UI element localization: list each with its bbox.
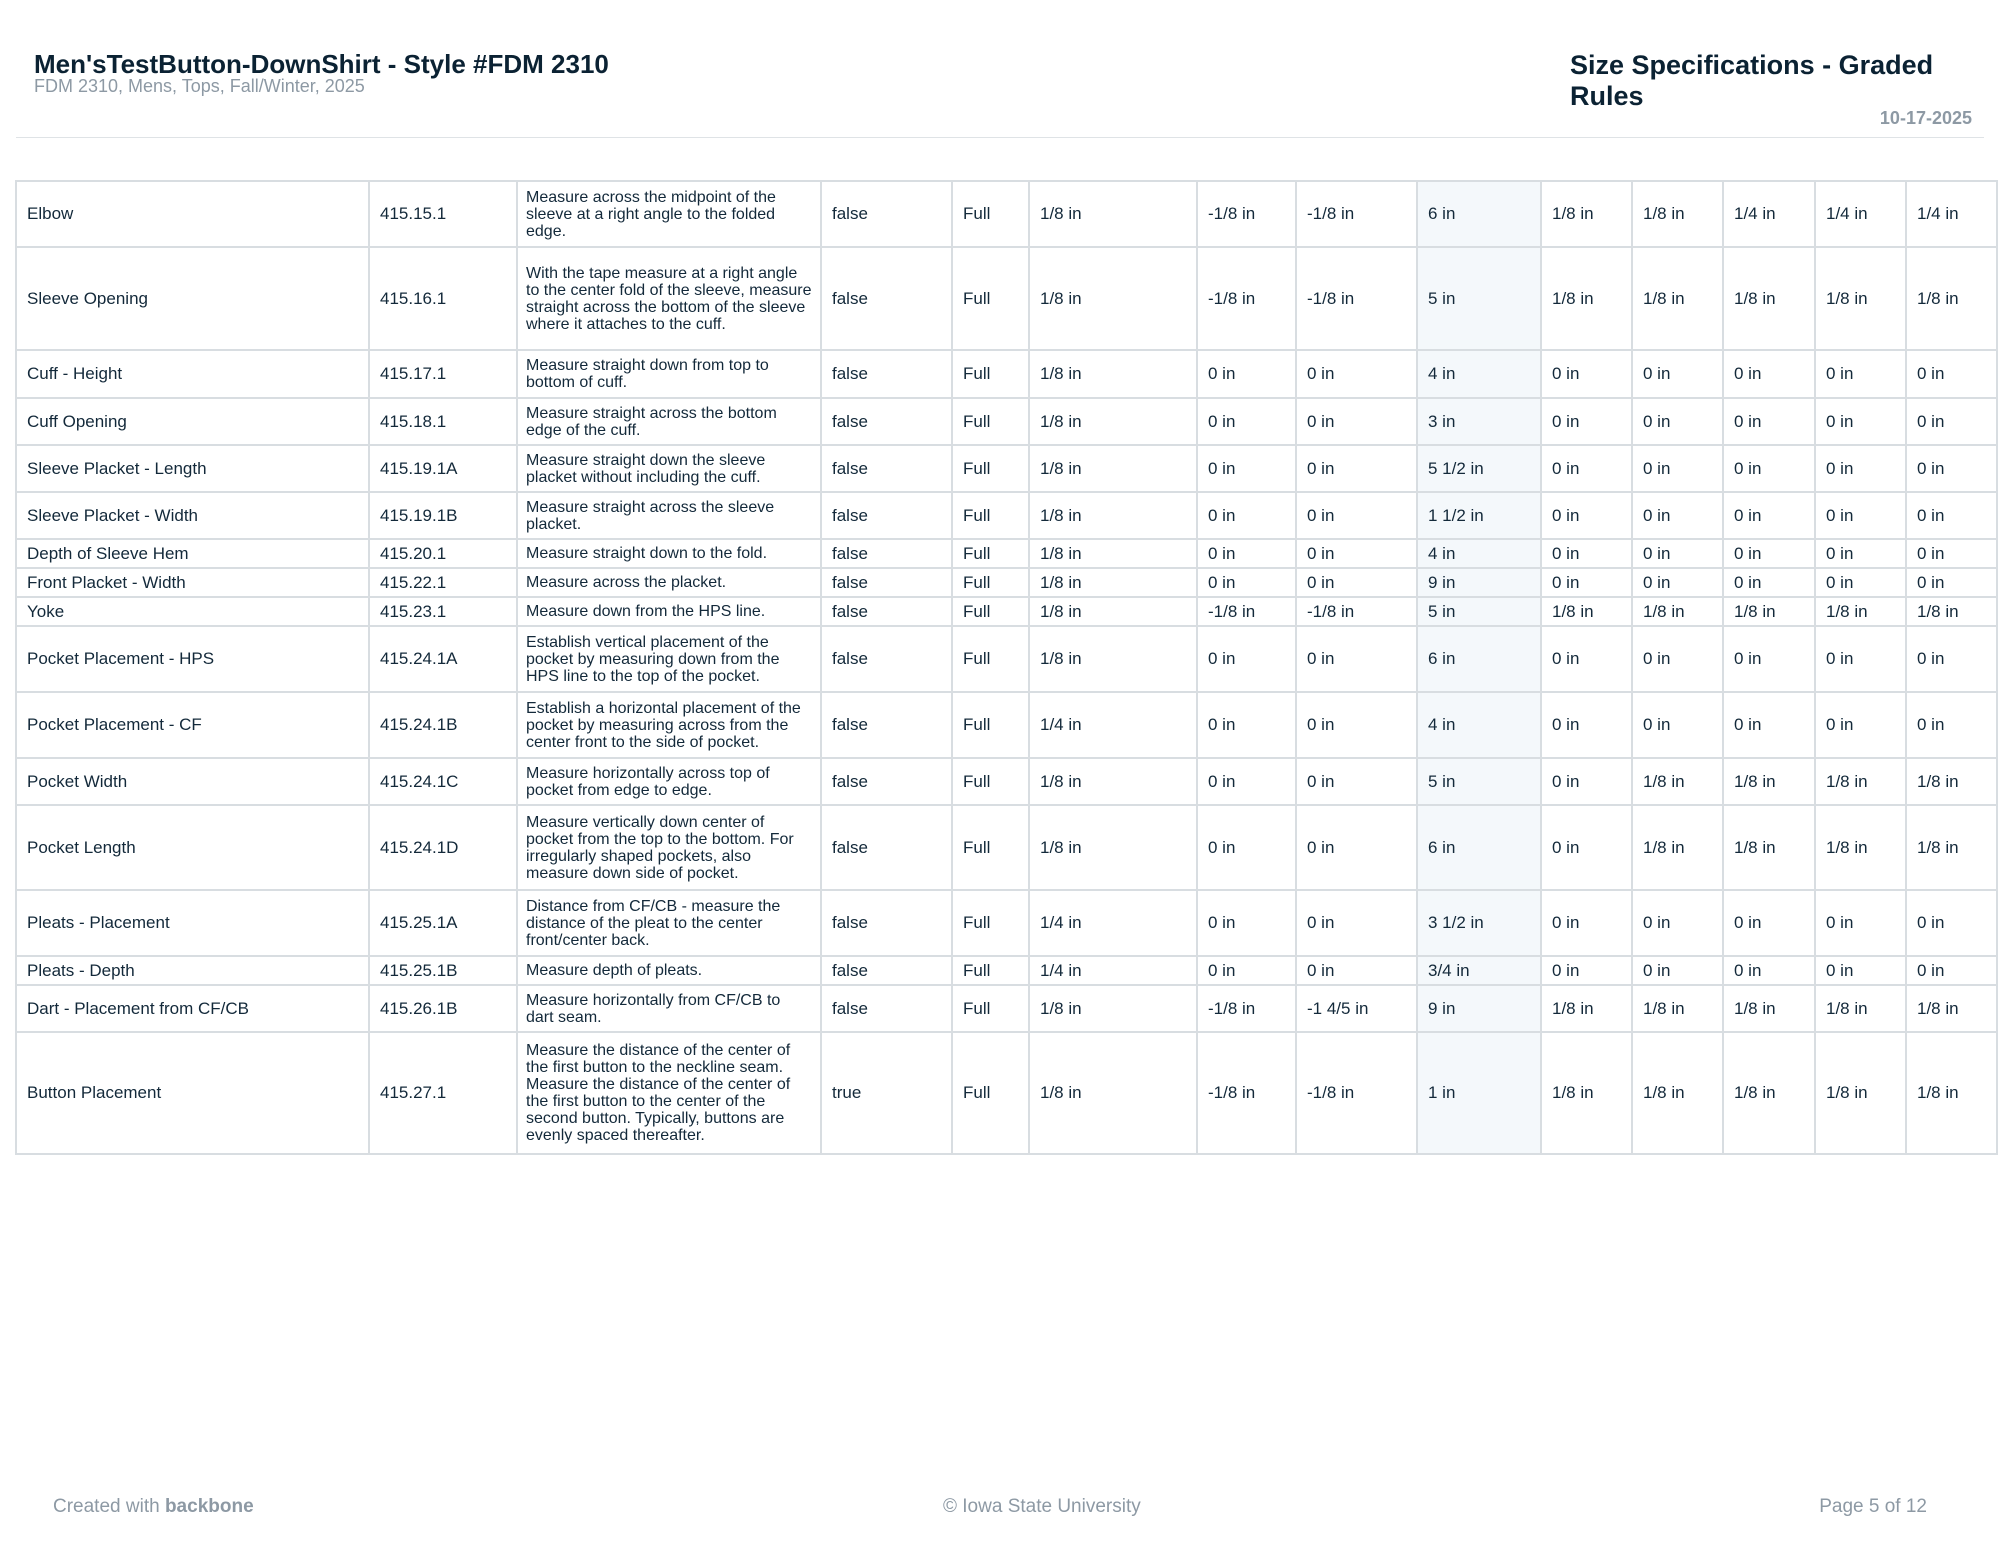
measurement-name: Depth of Sleeve Hem (16, 539, 369, 568)
grade-value: 0 in (1815, 692, 1906, 758)
grade-value: 0 in (1541, 805, 1632, 890)
grade-value: 0 in (1906, 692, 1997, 758)
base-size-value: 5 in (1417, 247, 1541, 350)
grade-value: 0 in (1815, 956, 1906, 985)
grade-value: 0 in (1296, 492, 1417, 539)
grade-value: 0 in (1632, 398, 1723, 445)
grade-value: 0 in (1197, 890, 1296, 956)
grade-value: 0 in (1815, 350, 1906, 398)
page-number: Page 5 of 12 (1819, 1496, 1927, 1517)
created-with (53, 1496, 254, 1518)
grade-value: 0 in (1296, 445, 1417, 492)
measurement-code: 415.27.1 (369, 1032, 517, 1154)
critical-flag: false (821, 568, 952, 597)
grade-value: 0 in (1296, 568, 1417, 597)
grade-value: -1 4/5 in (1296, 985, 1417, 1032)
grade-value: -1/8 in (1296, 181, 1417, 247)
tolerance: 1/8 in (1029, 568, 1197, 597)
measure-type: Full (952, 626, 1029, 692)
grade-value: 0 in (1815, 890, 1906, 956)
grade-value: 0 in (1541, 890, 1632, 956)
grade-value: 1/8 in (1723, 1032, 1815, 1154)
grade-value: 1/4 in (1723, 181, 1815, 247)
grade-value: 0 in (1723, 692, 1815, 758)
critical-flag: false (821, 181, 952, 247)
grade-value: 0 in (1541, 492, 1632, 539)
measurement-code: 415.25.1B (369, 956, 517, 985)
base-size-value: 3/4 in (1417, 956, 1541, 985)
grade-value: 1/8 in (1723, 985, 1815, 1032)
critical-flag: false (821, 626, 952, 692)
measure-type: Full (952, 350, 1029, 398)
grade-value: 0 in (1541, 692, 1632, 758)
brand-name: backbone (164, 1496, 254, 1517)
measure-type: Full (952, 492, 1029, 539)
grade-value: 0 in (1296, 805, 1417, 890)
critical-flag: false (821, 445, 952, 492)
measurement-name: Front Placket - Width (16, 568, 369, 597)
measurement-name: Elbow (16, 181, 369, 247)
graded-rules-table (15, 180, 1998, 1155)
grade-value: 0 in (1906, 539, 1997, 568)
grade-value: 0 in (1541, 956, 1632, 985)
measurement-description: Measure depth of pleats. (517, 956, 821, 985)
measurement-description: Measure straight down the sleeve placket without including the cuff. (517, 445, 821, 492)
grade-value: 1/4 in (1906, 181, 1997, 247)
measurement-name: Yoke (16, 597, 369, 626)
base-size-value: 6 in (1417, 181, 1541, 247)
page-footer (0, 1490, 2000, 1520)
grade-value: 1/8 in (1815, 247, 1906, 350)
grade-value: 0 in (1632, 568, 1723, 597)
grade-value: 0 in (1906, 398, 1997, 445)
grade-value: 0 in (1541, 445, 1632, 492)
tolerance: 1/4 in (1029, 890, 1197, 956)
measurement-code: 415.19.1A (369, 445, 517, 492)
grade-value: 1/8 in (1723, 758, 1815, 805)
measurement-code: 415.24.1D (369, 805, 517, 890)
measurement-code: 415.17.1 (369, 350, 517, 398)
measurement-name: Button Placement (16, 1032, 369, 1154)
grade-value: 0 in (1906, 890, 1997, 956)
table-row (16, 247, 1997, 350)
critical-flag: false (821, 805, 952, 890)
grade-value: 0 in (1632, 445, 1723, 492)
grade-value: 1/8 in (1906, 1032, 1997, 1154)
table-body (16, 181, 1997, 1154)
grade-value: 1/8 in (1723, 805, 1815, 890)
grade-value: 1/8 in (1632, 247, 1723, 350)
grade-value: 0 in (1541, 758, 1632, 805)
base-size-value: 9 in (1417, 568, 1541, 597)
grade-value: 0 in (1906, 350, 1997, 398)
table-row (16, 758, 1997, 805)
measurement-code: 415.19.1B (369, 492, 517, 539)
tolerance: 1/8 in (1029, 758, 1197, 805)
measure-type: Full (952, 758, 1029, 805)
base-size-value: 1 in (1417, 1032, 1541, 1154)
grade-value: 0 in (1197, 956, 1296, 985)
measurement-name: Pocket Placement - CF (16, 692, 369, 758)
tolerance: 1/8 in (1029, 539, 1197, 568)
grade-value: 1/8 in (1906, 985, 1997, 1032)
measure-type: Full (952, 985, 1029, 1032)
grade-value: 0 in (1197, 350, 1296, 398)
grade-value: 1/8 in (1632, 985, 1723, 1032)
base-size-value: 5 in (1417, 597, 1541, 626)
measurement-code: 415.24.1A (369, 626, 517, 692)
grade-value: 0 in (1541, 398, 1632, 445)
grade-value: 0 in (1723, 539, 1815, 568)
grade-value: -1/8 in (1197, 597, 1296, 626)
table-row (16, 985, 1997, 1032)
measurement-description: Establish a horizontal placement of the pocket by measuring across from the center front to the side of pocket. (517, 692, 821, 758)
measurement-code: 415.24.1C (369, 758, 517, 805)
measurement-code: 415.15.1 (369, 181, 517, 247)
tolerance: 1/8 in (1029, 398, 1197, 445)
grade-value: 0 in (1632, 956, 1723, 985)
grade-value: 0 in (1541, 539, 1632, 568)
measurement-description: Measure across the placket. (517, 568, 821, 597)
grade-value: 0 in (1815, 568, 1906, 597)
measurement-name: Dart - Placement from CF/CB (16, 985, 369, 1032)
grade-value: -1/8 in (1197, 1032, 1296, 1154)
tolerance: 1/8 in (1029, 492, 1197, 539)
measurement-name: Sleeve Opening (16, 247, 369, 350)
base-size-value: 9 in (1417, 985, 1541, 1032)
grade-value: 0 in (1197, 445, 1296, 492)
critical-flag: false (821, 758, 952, 805)
grade-value: 0 in (1296, 692, 1417, 758)
grade-value: 1/8 in (1906, 758, 1997, 805)
table-row (16, 890, 1997, 956)
grade-value: 0 in (1296, 398, 1417, 445)
table-row (16, 597, 1997, 626)
grade-value: 0 in (1296, 956, 1417, 985)
measurement-name: Pleats - Placement (16, 890, 369, 956)
measurement-description: Distance from CF/CB - measure the distance of the pleat to the center front/center back. (517, 890, 821, 956)
critical-flag: false (821, 539, 952, 568)
grade-value: 0 in (1197, 398, 1296, 445)
measure-type: Full (952, 398, 1029, 445)
grade-value: -1/8 in (1197, 247, 1296, 350)
grade-value: 0 in (1906, 626, 1997, 692)
grade-value: 1/8 in (1632, 758, 1723, 805)
measurement-name: Pleats - Depth (16, 956, 369, 985)
grade-value: 0 in (1296, 350, 1417, 398)
tolerance: 1/8 in (1029, 445, 1197, 492)
page-header (0, 0, 2000, 138)
grade-value: -1/8 in (1296, 597, 1417, 626)
grade-value: 0 in (1296, 539, 1417, 568)
grade-value: 1/8 in (1632, 181, 1723, 247)
grade-value: 0 in (1632, 350, 1723, 398)
grade-value: 0 in (1541, 568, 1632, 597)
grade-value: 0 in (1197, 568, 1296, 597)
base-size-value: 3 1/2 in (1417, 890, 1541, 956)
measurement-description: Measure down from the HPS line. (517, 597, 821, 626)
measurement-description: Measure vertically down center of pocket from the top to the bottom. For irregularly shaped pockets, also measure down side of pocket. (517, 805, 821, 890)
style-subtitle: FDM 2310, Mens, Tops, Fall/Winter, 2025 (34, 76, 365, 96)
measure-type: Full (952, 568, 1029, 597)
grade-value: 1/8 in (1632, 1032, 1723, 1154)
measurement-name: Pocket Length (16, 805, 369, 890)
style-title: Men'sTestButton-DownShirt - Style #FDM 2310 (34, 49, 609, 79)
critical-flag: false (821, 692, 952, 758)
critical-flag: false (821, 985, 952, 1032)
grade-value: 0 in (1541, 626, 1632, 692)
measure-type: Full (952, 692, 1029, 758)
measurement-description: Measure straight across the bottom edge of the cuff. (517, 398, 821, 445)
measure-type: Full (952, 181, 1029, 247)
base-size-value: 4 in (1417, 692, 1541, 758)
grade-value: 0 in (1723, 890, 1815, 956)
measurement-code: 415.24.1B (369, 692, 517, 758)
grade-value: 0 in (1906, 956, 1997, 985)
grade-value: 1/8 in (1723, 247, 1815, 350)
measure-type: Full (952, 445, 1029, 492)
measurement-description: Establish vertical placement of the pocket by measuring down from the HPS line to the top of the pocket. (517, 626, 821, 692)
measurement-name: Sleeve Placket - Length (16, 445, 369, 492)
table-row (16, 492, 1997, 539)
table-row (16, 398, 1997, 445)
grade-value: 0 in (1906, 445, 1997, 492)
tolerance: 1/8 in (1029, 805, 1197, 890)
grade-value: -1/8 in (1296, 247, 1417, 350)
tolerance: 1/8 in (1029, 181, 1197, 247)
tolerance: 1/8 in (1029, 626, 1197, 692)
section-title: Size Specifications - Graded Rules (1570, 50, 1934, 111)
grade-value: 1/8 in (1815, 597, 1906, 626)
grade-value: -1/8 in (1296, 1032, 1417, 1154)
grade-value: 0 in (1906, 568, 1997, 597)
grade-value: 1/8 in (1723, 597, 1815, 626)
table-row (16, 626, 1997, 692)
base-size-value: 1 1/2 in (1417, 492, 1541, 539)
grade-value: 0 in (1815, 626, 1906, 692)
measurement-name: Pocket Placement - HPS (16, 626, 369, 692)
grade-value: 0 in (1197, 539, 1296, 568)
grade-value: 0 in (1723, 492, 1815, 539)
critical-flag: false (821, 956, 952, 985)
grade-value: 1/8 in (1541, 985, 1632, 1032)
base-size-value: 5 in (1417, 758, 1541, 805)
measurement-description: Measure across the midpoint of the sleeve at a right angle to the folded edge. (517, 181, 821, 247)
critical-flag: true (821, 1032, 952, 1154)
tolerance: 1/8 in (1029, 350, 1197, 398)
grade-value: 1/8 in (1541, 1032, 1632, 1154)
grade-value: 1/8 in (1906, 805, 1997, 890)
grade-value: 0 in (1632, 626, 1723, 692)
measurement-description: Measure straight down from top to bottom of cuff. (517, 350, 821, 398)
grade-value: 0 in (1296, 890, 1417, 956)
critical-flag: false (821, 398, 952, 445)
measurement-code: 415.18.1 (369, 398, 517, 445)
grade-value: 0 in (1197, 492, 1296, 539)
measurement-description: Measure horizontally from CF/CB to dart seam. (517, 985, 821, 1032)
grade-value: 1/8 in (1541, 181, 1632, 247)
table-row (16, 956, 1997, 985)
measurement-name: Pocket Width (16, 758, 369, 805)
grade-value: 0 in (1723, 398, 1815, 445)
measurement-description: Measure straight across the sleeve placket. (517, 492, 821, 539)
grade-value: 1/8 in (1541, 247, 1632, 350)
grade-value: 1/4 in (1815, 181, 1906, 247)
grade-value: 1/8 in (1632, 805, 1723, 890)
critical-flag: false (821, 350, 952, 398)
measurement-name: Sleeve Placket - Width (16, 492, 369, 539)
base-size-value: 3 in (1417, 398, 1541, 445)
grade-value: 1/8 in (1815, 1032, 1906, 1154)
table-row (16, 181, 1997, 247)
grade-value: 1/8 in (1815, 985, 1906, 1032)
measurement-description: With the tape measure at a right angle to the center fold of the sleeve, measure straight across the bottom of the sleeve where it attaches to the cuff. (517, 247, 821, 350)
report-date: 10-17-2025 (1879, 108, 1972, 128)
header-divider (16, 137, 1984, 138)
measure-type: Full (952, 597, 1029, 626)
grade-value: 0 in (1815, 539, 1906, 568)
measurement-code: 415.16.1 (369, 247, 517, 350)
base-size-value: 5 1/2 in (1417, 445, 1541, 492)
table-row (16, 539, 1997, 568)
tolerance: 1/8 in (1029, 247, 1197, 350)
measure-type: Full (952, 956, 1029, 985)
grade-value: 0 in (1296, 758, 1417, 805)
measurement-code: 415.22.1 (369, 568, 517, 597)
table-row (16, 350, 1997, 398)
grade-value: 1/8 in (1541, 597, 1632, 626)
grade-value: 0 in (1296, 626, 1417, 692)
grade-value: 1/8 in (1906, 597, 1997, 626)
grade-value: 0 in (1197, 692, 1296, 758)
grade-value: 0 in (1197, 758, 1296, 805)
table-row (16, 805, 1997, 890)
grade-value: 0 in (1723, 568, 1815, 597)
critical-flag: false (821, 247, 952, 350)
measure-type: Full (952, 247, 1029, 350)
measurement-code: 415.20.1 (369, 539, 517, 568)
measure-type: Full (952, 1032, 1029, 1154)
measurement-code: 415.26.1B (369, 985, 517, 1032)
grade-value: 0 in (1632, 692, 1723, 758)
measure-type: Full (952, 890, 1029, 956)
table-row (16, 445, 1997, 492)
grade-value: -1/8 in (1197, 985, 1296, 1032)
base-size-value: 4 in (1417, 539, 1541, 568)
tolerance: 1/8 in (1029, 985, 1197, 1032)
measurement-name: Cuff Opening (16, 398, 369, 445)
measure-type: Full (952, 805, 1029, 890)
tolerance: 1/4 in (1029, 692, 1197, 758)
base-size-value: 6 in (1417, 805, 1541, 890)
table-row (16, 692, 1997, 758)
critical-flag: false (821, 890, 952, 956)
tolerance: 1/8 in (1029, 1032, 1197, 1154)
grade-value: 0 in (1906, 492, 1997, 539)
grade-value: 0 in (1197, 626, 1296, 692)
measure-type: Full (952, 539, 1029, 568)
table-row (16, 568, 1997, 597)
grade-value: 0 in (1541, 350, 1632, 398)
measurement-code: 415.23.1 (369, 597, 517, 626)
grade-value: 0 in (1815, 445, 1906, 492)
grade-value: 0 in (1632, 492, 1723, 539)
base-size-value: 6 in (1417, 626, 1541, 692)
grade-value: 1/8 in (1815, 805, 1906, 890)
grade-value: 0 in (1815, 492, 1906, 539)
grade-value: 1/8 in (1632, 597, 1723, 626)
grade-value: 1/8 in (1815, 758, 1906, 805)
tolerance: 1/4 in (1029, 956, 1197, 985)
grade-value: 0 in (1723, 626, 1815, 692)
grade-value: 0 in (1197, 805, 1296, 890)
measurement-name: Cuff - Height (16, 350, 369, 398)
grade-value: 0 in (1723, 956, 1815, 985)
tolerance: 1/8 in (1029, 597, 1197, 626)
grade-value: 0 in (1723, 350, 1815, 398)
base-size-value: 4 in (1417, 350, 1541, 398)
grade-value: 1/8 in (1906, 247, 1997, 350)
measurement-description: Measure horizontally across top of pocket from edge to edge. (517, 758, 821, 805)
grade-value: -1/8 in (1197, 181, 1296, 247)
critical-flag: false (821, 492, 952, 539)
table-row (16, 1032, 1997, 1154)
grade-value: 0 in (1632, 890, 1723, 956)
measurement-description: Measure the distance of the center of the first button to the neckline seam. Measure the distance of the center of the first button to the center of the second button. Typically, buttons are evenly spaced thereafter. (517, 1032, 821, 1154)
created-prefix: Created with (53, 1496, 160, 1517)
grade-value: 0 in (1815, 398, 1906, 445)
critical-flag: false (821, 597, 952, 626)
grade-value: 0 in (1632, 539, 1723, 568)
copyright: © Iowa State University (943, 1496, 1141, 1517)
measurement-description: Measure straight down to the fold. (517, 539, 821, 568)
grade-value: 0 in (1723, 445, 1815, 492)
measurement-code: 415.25.1A (369, 890, 517, 956)
